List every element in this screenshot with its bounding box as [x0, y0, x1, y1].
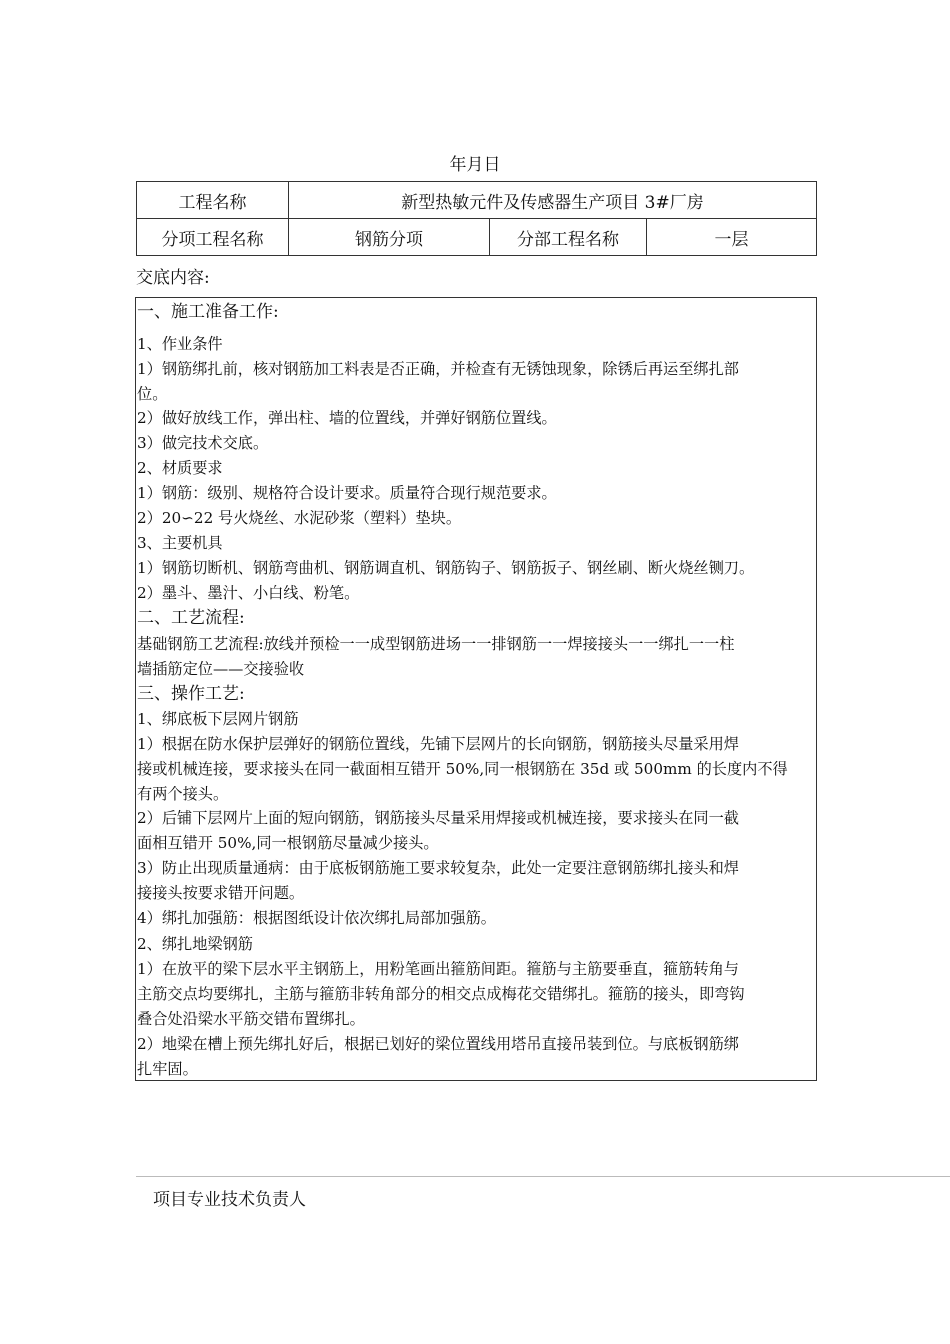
- content-line: 3、主要机具: [137, 534, 223, 552]
- section-heading: 一、施工准备工作:: [137, 302, 279, 322]
- content-line: 基础钢筋工艺流程:放线并预检一一成型钢筋进场一一排钢筋一一焊接接头一一绑扎一一柱: [137, 635, 735, 653]
- table-row: [137, 219, 817, 256]
- project-name-value: 新型热敏元件及传感器生产项目 3#厂房: [289, 182, 817, 219]
- content-line: 位。: [137, 385, 168, 403]
- content-line: 2）做好放线工作，弹出柱、墙的位置线，并弹好钢筋位置线。: [137, 409, 557, 427]
- content-line: 1）钢筋切断机、钢筋弯曲机、钢筋调直机、钢筋钩子、钢筋扳子、钢丝刷、断火烧丝铡刀。: [137, 559, 755, 577]
- division-value: 一层: [647, 219, 817, 256]
- content-line: 3）防止出现质量通病：由于底板钢筋施工要求较复杂，此处一定要注意钢筋绑扎接头和焊: [137, 859, 739, 877]
- content-line: 墙插筋定位——交接验收: [137, 660, 305, 678]
- section-heading: 三、操作工艺:: [137, 684, 245, 704]
- content-line: 4）绑扎加强筋：根据图纸设计依次绑扎局部加强筋。: [137, 909, 496, 927]
- section-heading: 二、工艺流程:: [137, 608, 245, 628]
- content-line: 2）地梁在槽上预先绑扎好后，根据已划好的梁位置线用塔吊直接吊装到位。与底板钢筋绑: [137, 1035, 739, 1053]
- content-line: 主筋交点均要绑扎，主筋与箍筋非转角部分的相交点成梅花交错绑扎。箍筋的接头，即弯钩: [137, 985, 745, 1003]
- content-line: 扎牢固。: [137, 1060, 198, 1078]
- content-line: 2）20∽22 号火烧丝、水泥砂浆（塑料）垫块。: [137, 509, 462, 527]
- content-line: 1）钢筋：级别、规格符合设计要求。质量符合现行规范要求。: [137, 484, 557, 502]
- footer-divider: [136, 1176, 950, 1177]
- content-line: 接或机械连接，要求接头在同一截面相互错开 50%,同一根钢筋在 35d 或 500mm 的长度内不得: [137, 760, 788, 778]
- sub-item-value: 钢筋分项: [289, 219, 490, 256]
- content-line: 2、绑扎地梁钢筋: [137, 935, 253, 953]
- project-info-table: [136, 181, 817, 256]
- content-line: 3）做完技术交底。: [137, 434, 269, 452]
- content-box: [135, 297, 817, 1081]
- content-line: 有两个接头。: [137, 785, 229, 803]
- content-line: 2）墨斗、墨汁、小白线、粉笔。: [137, 584, 360, 602]
- content-line: 叠合处沿梁水平筋交错布置绑扎。: [137, 1010, 365, 1028]
- content-line: 1）钢筋绑扎前，核对钢筋加工料表是否正确，并检查有无锈蚀现象，除锈后再运至绑扎部: [137, 360, 739, 378]
- content-line: 2、材质要求: [137, 459, 223, 477]
- content-line: 1）根据在防水保护层弹好的钢筋位置线，先铺下层网片的长向钢筋，钢筋接头尽量采用焊: [137, 735, 739, 753]
- content-line: 1、绑底板下层网片钢筋: [137, 710, 299, 728]
- content-line: 1、作业条件: [137, 335, 223, 353]
- intro-label: 交底内容:: [136, 268, 210, 288]
- responsible-person-label: 项目专业技术负责人: [153, 1190, 306, 1210]
- sub-item-label: 分项工程名称: [137, 219, 289, 256]
- content-line: 2）后铺下层网片上面的短向钢筋，钢筋接头尽量采用焊接或机械连接，要求接头在同一截: [137, 809, 739, 827]
- content-line: 接接头按要求错开问题。: [137, 884, 305, 902]
- table-row: [137, 182, 817, 219]
- date-line: 年月日: [449, 155, 501, 175]
- project-name-label: 工程名称: [137, 182, 289, 219]
- content-line: 1）在放平的梁下层水平主钢筋上，用粉笔画出箍筋间距。箍筋与主筋要垂直，箍筋转角与: [137, 960, 739, 978]
- content-line: 面相互错开 50%,同一根钢筋尽量减少接头。: [137, 834, 439, 852]
- division-label: 分部工程名称: [490, 219, 647, 256]
